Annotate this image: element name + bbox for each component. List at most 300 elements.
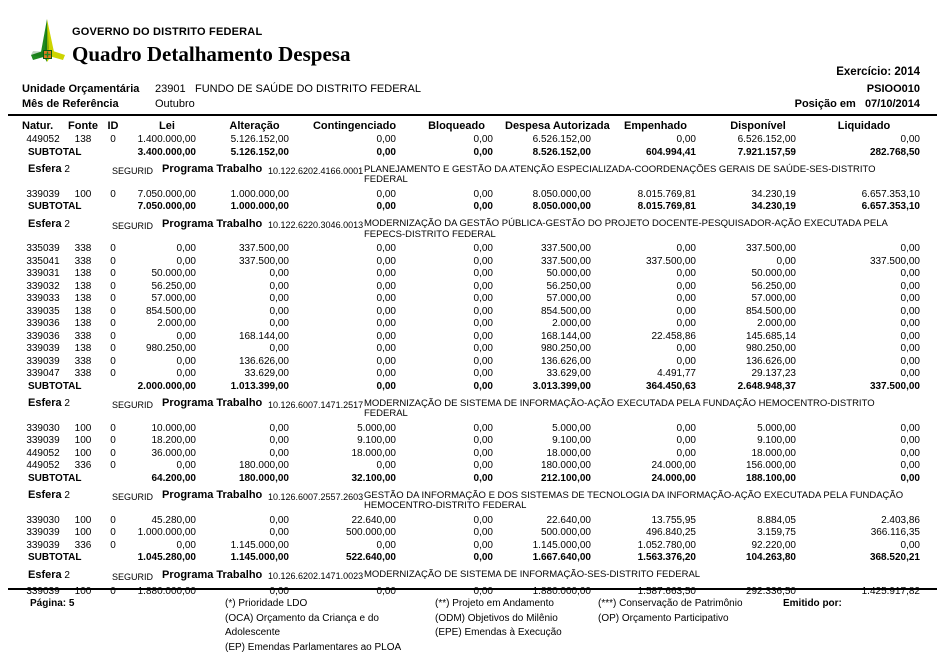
- subtotal-row: [20, 147, 922, 160]
- cell-10: 0,00: [900, 243, 920, 254]
- subtotal-cell-4: 1.013.399,00: [230, 380, 289, 392]
- cell-4: 136.626,00: [238, 355, 289, 367]
- cell-10: 1.425.917,82: [861, 586, 920, 597]
- subtotal-label: SUBTOTAL: [28, 472, 82, 484]
- subtotal-label: SUBTOTAL: [28, 201, 82, 212]
- cell-4: 0,00: [269, 280, 289, 292]
- column-header-despesa-autorizada: Despesa Autorizada: [505, 120, 610, 132]
- cell-0: 449052: [26, 447, 60, 459]
- cell-1: 338: [74, 243, 92, 254]
- column-header-natur-: Natur.: [22, 120, 54, 132]
- unidade-code: 23901: [155, 83, 186, 95]
- posicao-label: Posição em: [794, 98, 856, 110]
- cell-5: 0,00: [376, 586, 396, 597]
- cell-8: 0,00: [676, 422, 696, 434]
- subtotal-cell-3: 1.045.280,00: [137, 552, 196, 563]
- table-row: [20, 423, 922, 436]
- cell-4: 0,00: [269, 268, 289, 279]
- mes-row: [22, 97, 920, 112]
- programa-codigo: 10.126.6007.2557.2603: [268, 491, 364, 502]
- cell-8: 8.015.769,81: [637, 188, 696, 200]
- cell-7: 136.626,00: [540, 355, 591, 367]
- cell-5: 500.000,00: [345, 527, 396, 538]
- subtotal-cell-3: 2.000.000,00: [137, 380, 196, 392]
- table-row: [20, 331, 922, 344]
- cell-3: 0,00: [176, 330, 196, 342]
- cell-2: 0: [110, 586, 116, 597]
- cell-2: 0: [110, 422, 116, 434]
- cell-6: 0,00: [473, 280, 493, 292]
- exercicio-label: Exercício: 2014: [836, 66, 920, 78]
- subtotal-cell-4: 5.126.152,00: [230, 146, 289, 158]
- cell-6: 0,00: [473, 422, 493, 434]
- column-header-bloqueado: Bloqueado: [428, 120, 485, 132]
- cell-10: 0,00: [900, 330, 920, 342]
- subtotal-cell-3: 7.050.000,00: [137, 201, 196, 212]
- cell-2: 0: [110, 435, 116, 446]
- cell-8: 0,00: [676, 134, 696, 145]
- esfera-row: [20, 393, 922, 423]
- cell-0: 339039: [26, 539, 60, 551]
- cell-7: 500.000,00: [540, 527, 591, 538]
- table-row: [20, 368, 922, 381]
- cell-2: 0: [110, 368, 116, 379]
- esfera-cell: [20, 214, 922, 244]
- subtotal-label: SUBTOTAL: [28, 146, 82, 158]
- cell-8: 0,00: [676, 243, 696, 254]
- cell-8: 0,00: [676, 447, 696, 459]
- programa-codigo: 10.126.6202.1471.0023: [268, 571, 364, 581]
- cell-6: 0,00: [473, 539, 493, 551]
- cell-5: 0,00: [376, 255, 396, 267]
- unidade-label: Unidade Orçamentária: [22, 83, 140, 95]
- cell-10: 0,00: [900, 368, 920, 379]
- cell-7: 8.050.000,00: [532, 188, 591, 200]
- subtotal-cell-6: 0,00: [473, 552, 493, 563]
- subtotal-cell-5: 0,00: [376, 380, 396, 392]
- subtotal-cell-7: 8.050.000,00: [532, 201, 591, 212]
- cell-8: 0,00: [676, 355, 696, 367]
- cell-4: 5.126.152,00: [230, 134, 289, 145]
- cell-8: 0,00: [676, 343, 696, 354]
- cell-8: 13.755,95: [651, 514, 696, 526]
- column-header-fonte: Fonte: [68, 120, 98, 132]
- table-row: [20, 540, 922, 553]
- cell-9: 0,00: [776, 255, 796, 267]
- subtotal-cell-3: 64.200,00: [151, 472, 196, 484]
- column-header-dispon-vel: Disponível: [730, 120, 786, 132]
- esfera-seguridade: SEGURID: [112, 492, 154, 502]
- cell-10: 0,00: [900, 355, 920, 367]
- report-footer: [8, 588, 937, 655]
- cell-2: 0: [110, 134, 116, 145]
- cell-6: 0,00: [473, 514, 493, 526]
- report-meta: [22, 82, 920, 112]
- table-row: [20, 448, 922, 461]
- mes-label: Mês de Referência: [22, 98, 119, 110]
- cell-5: 0,00: [376, 305, 396, 317]
- subtotal-cell-5: 522.640,00: [345, 552, 396, 563]
- cell-7: 57.000,00: [546, 293, 591, 304]
- cell-8: 0,00: [676, 293, 696, 304]
- cell-0: 339039: [26, 586, 60, 597]
- cell-8: 1.052.780,00: [637, 539, 696, 551]
- esfera-line: [28, 218, 922, 241]
- cell-3: 0,00: [176, 243, 196, 254]
- cell-10: 0,00: [900, 539, 920, 551]
- gdf-logo: [30, 18, 66, 70]
- cell-5: 0,00: [376, 539, 396, 551]
- cell-4: 0,00: [269, 422, 289, 434]
- cell-1: 100: [74, 447, 92, 459]
- table-row: [20, 189, 922, 202]
- legend-item: (OP) Orçamento Participativo: [598, 612, 729, 624]
- cell-7: 5.000,00: [552, 422, 591, 434]
- cell-1: 338: [74, 355, 92, 367]
- cell-5: 0,00: [376, 355, 396, 367]
- programa-trabalho-label: Programa Trabalho: [162, 163, 263, 175]
- cell-6: 0,00: [473, 355, 493, 367]
- esfera-value: 2: [61, 164, 70, 175]
- cell-10: 0,00: [900, 422, 920, 434]
- cell-9: 2.000,00: [757, 318, 796, 329]
- cell-3: 980.250,00: [145, 343, 196, 354]
- esfera-cell: [20, 565, 922, 587]
- cell-1: 100: [74, 586, 92, 597]
- cell-5: 0,00: [376, 368, 396, 379]
- subtotal-cell-8: 364.450,63: [645, 380, 696, 392]
- cell-6: 0,00: [473, 368, 493, 379]
- cell-3: 50.000,00: [151, 268, 196, 279]
- cell-4: 0,00: [269, 305, 289, 317]
- cell-0: 339039: [26, 355, 60, 367]
- cell-6: 0,00: [473, 293, 493, 304]
- cell-2: 0: [110, 243, 116, 254]
- legend-item: (OCA) Orçamento da Criança e do Adolescente: [225, 612, 379, 638]
- cell-3: 2.000,00: [157, 318, 196, 329]
- programa-trabalho-label: Programa Trabalho: [162, 489, 263, 501]
- table-row: [20, 134, 922, 147]
- table-row: [20, 460, 922, 473]
- cell-3: 0,00: [176, 255, 196, 267]
- legend-item: (EP) Emendas Parlamentares ao PLOA: [225, 641, 402, 653]
- subtotal-cell-8: 604.994,41: [645, 146, 696, 158]
- cell-5: 9.100,00: [357, 435, 396, 446]
- table-row: [20, 281, 922, 294]
- cell-1: 138: [74, 318, 92, 329]
- org-name: GOVERNO DO DISTRITO FEDERAL: [72, 26, 263, 38]
- esfera-seguridade: SEGURID: [112, 220, 154, 231]
- cell-2: 0: [110, 305, 116, 317]
- cell-8: 337.500,00: [645, 255, 696, 267]
- cell-5: 22.640,00: [351, 514, 396, 526]
- cell-3: 36.000,00: [151, 447, 196, 459]
- cell-10: 0,00: [900, 305, 920, 317]
- cell-8: 22.458,86: [651, 330, 696, 342]
- cell-3: 1.000.000,00: [137, 527, 196, 538]
- subtotal-cell-8: 8.015.769,81: [637, 201, 696, 212]
- esfera-line: [28, 397, 922, 420]
- table-row: [20, 293, 922, 306]
- legend-col-2: [435, 597, 598, 655]
- cell-5: 18.000,00: [351, 447, 396, 459]
- cell-10: 2.403,86: [881, 514, 920, 526]
- subtotal-cell-9: 7.921.157,59: [737, 146, 796, 158]
- cell-9: 854.500,00: [745, 305, 796, 317]
- subtotal-row: [20, 552, 922, 565]
- programa-descricao: GESTÃO DA INFORMAÇÃO E DOS SISTEMAS DE TECNOLOGIA DA INFORMAÇÃO-AÇÃO EXECUTADA PELA FUNDAÇÃO HEMOCENTRO-DISTRITO FEDERAL: [364, 489, 904, 511]
- table-row: [20, 435, 922, 448]
- subtotal-row: [20, 473, 922, 486]
- cell-1: 138: [74, 293, 92, 304]
- cell-9: 18.000,00: [751, 447, 796, 459]
- esfera-value: 2: [61, 569, 70, 581]
- cell-4: 33.629,00: [244, 368, 289, 379]
- cell-4: 0,00: [269, 435, 289, 446]
- cell-10: 0,00: [900, 280, 920, 292]
- cell-8: 496.840,25: [645, 527, 696, 538]
- cell-7: 56.250,00: [546, 280, 591, 292]
- column-header-empenhado: Empenhado: [624, 120, 687, 132]
- table-row: [20, 243, 922, 256]
- cell-1: 138: [74, 268, 92, 279]
- cell-2: 0: [110, 343, 116, 354]
- cell-7: 1.145.000,00: [532, 539, 591, 551]
- cell-0: 339039: [26, 435, 60, 446]
- cell-6: 0,00: [473, 134, 493, 145]
- table-row: [20, 256, 922, 269]
- cell-3: 854.500,00: [145, 305, 196, 317]
- esfera-line: [28, 489, 922, 512]
- cell-0: 339039: [26, 343, 60, 354]
- esfera-cell: [20, 485, 922, 515]
- esfera-label-text: Esfera: [28, 217, 62, 230]
- cell-9: 29.137,23: [751, 368, 796, 379]
- programa-descricao: MODERNIZAÇÃO DA GESTÃO PÚBLICA-GESTÃO DO PROJETO DOCENTE-PESQUISADOR-AÇÃO EXECUTADA PELA FEPECS-DISTRITO FEDERAL: [364, 218, 888, 240]
- cell-10: 366.116,35: [870, 527, 920, 538]
- esfera-value: 2: [61, 218, 70, 230]
- cell-1: 338: [74, 255, 92, 267]
- cell-10: 0,00: [900, 293, 920, 304]
- legend-item: (ODM) Objetivos do Milênio: [435, 612, 558, 624]
- cell-3: 7.050.000,00: [137, 188, 196, 200]
- esfera-row: [20, 159, 922, 189]
- cell-4: 168.144,00: [238, 330, 289, 342]
- subtotal-cell-10: 282.768,50: [869, 146, 920, 158]
- cell-8: 0,00: [676, 305, 696, 317]
- cell-4: 0,00: [269, 343, 289, 354]
- cell-1: 138: [74, 134, 92, 145]
- cell-9: 9.100,00: [757, 435, 796, 446]
- cell-6: 0,00: [473, 255, 493, 267]
- programa-trabalho-label: Programa Trabalho: [162, 217, 263, 230]
- cell-5: 0,00: [376, 188, 396, 200]
- cell-2: 0: [110, 188, 116, 200]
- cell-10: 0,00: [900, 318, 920, 329]
- cell-8: 0,00: [676, 268, 696, 279]
- esfera-cell: [20, 159, 922, 189]
- subtotal-cell-9: 34.230,19: [751, 201, 796, 212]
- cell-9: 156.000,00: [745, 460, 796, 471]
- cell-7: 980.250,00: [540, 343, 591, 354]
- subtotal-cell-6: 0,00: [473, 472, 493, 484]
- cell-9: 337.500,00: [745, 243, 796, 254]
- cell-8: 4.491,77: [657, 368, 696, 379]
- cell-2: 0: [110, 447, 116, 459]
- cell-7: 180.000,00: [540, 460, 591, 471]
- esfera-seguridade: SEGURID: [112, 571, 154, 582]
- cell-7: 6.526.152,00: [532, 134, 591, 145]
- cell-2: 0: [110, 514, 116, 526]
- cell-1: 100: [74, 514, 92, 526]
- esfera-label: [28, 218, 112, 232]
- report-table-body: [20, 134, 922, 599]
- cell-2: 0: [110, 527, 116, 538]
- cell-2: 0: [110, 330, 116, 342]
- programa-codigo: 10.122.6202.4166.0001: [268, 165, 364, 176]
- cell-10: 0,00: [900, 343, 920, 354]
- cell-4: 337.500,00: [238, 243, 289, 254]
- cell-3: 45.280,00: [151, 514, 196, 526]
- cell-10: 0,00: [900, 447, 920, 459]
- cell-7: 9.100,00: [552, 435, 591, 446]
- column-header-liquidado: Liquidado: [837, 120, 891, 132]
- esfera-line: [28, 569, 922, 584]
- subtotal-cell-5: 32.100,00: [351, 472, 396, 484]
- programa-descricao: PLANEJAMENTO E GESTÃO DA ATENÇÃO ESPECIALIZADA-COORDENAÇÕES GERAIS DE SAÚDE-SES-DISTRITO FEDERAL: [364, 163, 876, 185]
- cell-9: 292.336,50: [745, 586, 796, 597]
- table-row: [20, 318, 922, 331]
- mes-value: Outubro: [155, 98, 195, 110]
- cell-8: 0,00: [676, 318, 696, 329]
- cell-2: 0: [110, 255, 116, 267]
- cell-7: 33.629,00: [546, 368, 591, 379]
- cell-3: 0,00: [176, 539, 196, 551]
- table-row: [20, 515, 922, 528]
- cell-9: 136.626,00: [745, 355, 796, 367]
- cell-2: 0: [110, 539, 116, 551]
- subtotal-label: SUBTOTAL: [28, 552, 82, 563]
- legend-col-1: [225, 597, 435, 655]
- subtotal-cell-4: 1.145.000,00: [230, 552, 289, 563]
- subtotal-cell-5: 0,00: [376, 201, 396, 212]
- cell-7: 337.500,00: [540, 243, 591, 254]
- cell-5: 0,00: [376, 268, 396, 279]
- esfera-label: [28, 397, 112, 411]
- cell-4: 180.000,00: [238, 460, 289, 471]
- legend-col-3: [598, 597, 783, 655]
- cell-4: 337.500,00: [238, 255, 289, 267]
- esfera-cell: [20, 393, 922, 423]
- column-header-lei: Lei: [159, 120, 175, 132]
- legend-item: (EPE) Emendas à Execução: [435, 627, 562, 638]
- subtotal-cell-10: 368.520,21: [869, 552, 920, 563]
- report-table-wrap: [20, 117, 922, 599]
- cell-8: 0,00: [676, 435, 696, 446]
- programa-trabalho-label: Programa Trabalho: [162, 568, 263, 581]
- cell-0: 335039: [26, 243, 60, 254]
- cell-1: 100: [74, 422, 92, 434]
- table-row: [20, 306, 922, 319]
- cell-4: 0,00: [269, 293, 289, 304]
- esfera-value: 2: [61, 398, 70, 409]
- unidade-name: FUNDO DE SAÚDE DO DISTRITO FEDERAL: [195, 83, 421, 95]
- esfera-row: [20, 485, 922, 515]
- cell-0: 339030: [26, 422, 60, 434]
- page-indicator: [30, 597, 225, 655]
- cell-3: 1.880.000,00: [137, 586, 196, 597]
- subtotal-cell-9: 2.648.948,37: [737, 380, 796, 392]
- programa-codigo: 10.126.6007.1471.2517: [268, 399, 364, 410]
- cell-0: 339039: [26, 527, 60, 538]
- column-header-id: ID: [107, 120, 119, 132]
- cell-8: 24.000,00: [651, 460, 696, 471]
- report-code: PSIOO010: [866, 83, 920, 95]
- esfera-seguridade: SEGURID: [112, 166, 154, 176]
- cell-0: 339039: [26, 188, 60, 200]
- cell-5: 5.000,00: [357, 422, 396, 434]
- cell-2: 0: [110, 268, 116, 279]
- cell-9: 980.250,00: [745, 343, 796, 354]
- cell-3: 0,00: [176, 368, 196, 379]
- cell-10: 0,00: [900, 460, 920, 471]
- page-title: Quadro Detalhamento Despesa: [72, 42, 351, 66]
- cell-7: 854.500,00: [540, 305, 591, 317]
- cell-4: 1.145.000,00: [230, 539, 289, 551]
- subtotal-cell-4: 180.000,00: [238, 472, 289, 484]
- column-header-contingenciado: Contingenciado: [312, 120, 397, 132]
- subtotal-cell-9: 188.100,00: [745, 472, 796, 484]
- cell-10: 337.500,00: [869, 255, 920, 267]
- cell-6: 0,00: [473, 243, 493, 254]
- cell-0: 449052: [26, 460, 60, 471]
- esfera-value: 2: [61, 490, 70, 501]
- cell-4: 0,00: [269, 586, 289, 597]
- cell-6: 0,00: [473, 435, 493, 446]
- cell-1: 138: [74, 305, 92, 317]
- subtotal-cell-8: 24.000,00: [651, 472, 696, 484]
- programa-descricao: MODERNIZAÇÃO DE SISTEMA DE INFORMAÇÃO-SES-DISTRITO FEDERAL: [364, 569, 701, 580]
- esfera-label: [28, 489, 112, 503]
- cell-5: 0,00: [376, 343, 396, 354]
- cell-8: 1.587.663,50: [637, 586, 696, 597]
- cell-3: 56.250,00: [151, 280, 196, 292]
- unidade-row: [22, 82, 920, 97]
- subtotal-cell-8: 1.563.376,20: [637, 552, 696, 563]
- subtotal-cell-4: 1.000.000,00: [230, 201, 289, 212]
- cell-6: 0,00: [473, 305, 493, 317]
- cell-0: 339033: [26, 293, 60, 304]
- cell-5: 0,00: [376, 318, 396, 329]
- cell-10: 0,00: [900, 134, 920, 145]
- cell-2: 0: [110, 460, 116, 471]
- subtotal-cell-5: 0,00: [376, 146, 396, 158]
- cell-1: 338: [74, 330, 92, 342]
- cell-6: 0,00: [473, 330, 493, 342]
- cell-9: 57.000,00: [751, 293, 796, 304]
- cell-7: 50.000,00: [546, 268, 591, 279]
- cell-4: 1.000.000,00: [230, 188, 289, 200]
- subtotal-cell-10: 0,00: [900, 472, 920, 484]
- subtotal-label: SUBTOTAL: [28, 380, 82, 392]
- cell-0: 339030: [26, 514, 60, 526]
- cell-2: 0: [110, 318, 116, 329]
- subtotal-cell-7: 212.100,00: [540, 472, 591, 484]
- cell-0: 339035: [26, 305, 60, 317]
- cell-5: 0,00: [376, 293, 396, 304]
- cell-9: 8.884,05: [757, 514, 796, 526]
- legend-item: (*) Prioridade LDO: [225, 598, 308, 609]
